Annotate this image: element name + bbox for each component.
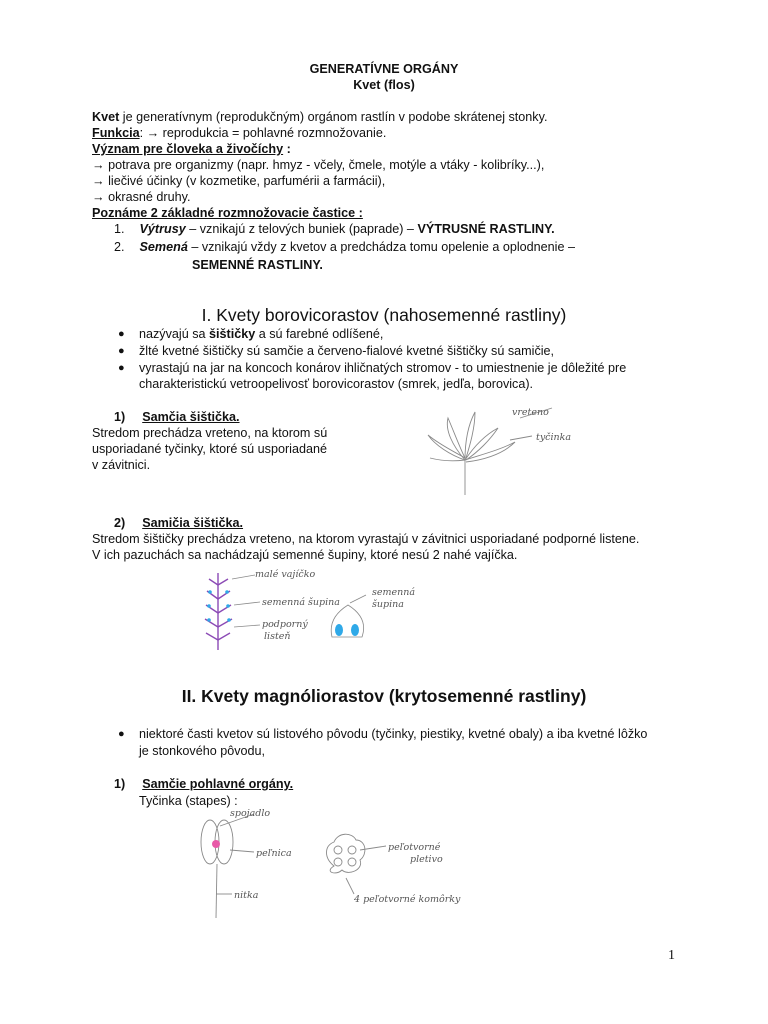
- sketch-label: malé vajíčko: [255, 569, 316, 580]
- sketch-label: peľnica: [256, 848, 292, 859]
- section1-bullet-2: žlté kvetné šištičky sú samčie a červeno-fialové kvetné šištičky sú samičie,: [139, 344, 555, 358]
- page-number: 1: [668, 948, 675, 963]
- sub2-title: Samičia šištička.: [142, 516, 244, 530]
- pozname-label: Poznáme 2 základné rozmnožovacie častice :: [92, 206, 363, 220]
- sketch-label: vreteno: [512, 407, 549, 418]
- sub2-num: 2): [114, 516, 126, 530]
- vyznam-colon: :: [283, 142, 291, 156]
- sketch-label: podporný: [262, 619, 308, 630]
- bullet-icon: ●: [118, 345, 125, 357]
- intro-vyznam-line: [92, 142, 291, 158]
- sub2-heading: [114, 516, 243, 532]
- intro-kvet-line: [92, 110, 547, 126]
- sub2-text-line: Stredom šištičky prechádza vreteno, na ktorom vyrastajú v závitnici usporiadané podporné listene.: [92, 532, 640, 546]
- vyznam-label: Význam pre človeka a živočíchy: [92, 142, 284, 156]
- particle-num: 2.: [114, 240, 125, 254]
- sub-title: Samčie pohlavné orgány.: [142, 777, 294, 791]
- sub1-text-line: v závitnici.: [92, 458, 151, 472]
- particle-item-1: [114, 222, 555, 238]
- particle-num: 1.: [114, 222, 125, 236]
- male-cone-sketch: [420, 400, 620, 500]
- sketch-label: tyčinka: [536, 432, 572, 443]
- bullet-icon: ●: [118, 362, 125, 374]
- kvet-definition: je generatívnym (reprodukčným) orgánom rastlín v podobe skrátenej stonky.: [119, 110, 548, 124]
- stapes-line: Tyčinka (stapes) :: [139, 794, 238, 808]
- section2-bullet-1-cont: je stonkového pôvodu,: [139, 744, 266, 758]
- particle-text: – vznikajú vždy z kvetov a predchádza tomu opelenie a oplodnenie –: [187, 240, 575, 254]
- funkcia-text: : → reprodukcia = pohlavné rozmnožovanie.: [139, 126, 387, 140]
- particle-term: Výtrusy: [139, 222, 186, 236]
- kvet-term: Kvet: [92, 110, 120, 124]
- section2-sub1-heading: [114, 777, 293, 793]
- sub1-title: Samčia šištička.: [142, 410, 240, 424]
- particle-term: Semená: [139, 240, 188, 254]
- vyznam-item: → potrava pre organizmy (napr. hmyz - včely, čmele, motýle a vtáky - kolibríky...),: [92, 158, 545, 172]
- section1-heading: I. Kvety borovicorastov (nahosemenné rastliny): [201, 305, 567, 325]
- sub-num: 1): [114, 777, 126, 791]
- sketch-label: pletivo: [410, 854, 443, 865]
- bullet-bold: šištičky: [209, 327, 256, 341]
- doc-subtitle: Kvet (flos): [353, 78, 415, 92]
- bullet-text: a sú farebné odlíšené,: [255, 327, 384, 341]
- female-cone-sketch: [200, 565, 430, 655]
- particle-item-2: [114, 240, 575, 256]
- sketch-label: 4 peľotvorné komôrky: [354, 894, 461, 905]
- section1-bullet-1: [139, 327, 383, 343]
- doc-title: GENERATÍVNE ORGÁNY: [309, 62, 459, 76]
- sketch-label: semenná: [372, 587, 416, 598]
- section1-bullet-3: vyrastajú na jar na koncoch konárov ihličnatých stromov - to umiestnenie je dôležité pre: [139, 361, 627, 375]
- semenne-rastliny: SEMENNÉ RASTLINY.: [192, 258, 323, 272]
- sub1-text-line: Stredom prechádza vreteno, na ktorom sú: [92, 426, 328, 440]
- sub1-heading: [114, 410, 240, 426]
- sub2-text-line: V ich pazuchách sa nachádzajú semenné šupiny, ktoré nesú 2 nahé vajíčka.: [92, 548, 518, 562]
- section1-bullet-3-cont: charakteristickú vetroopelivosť borovicorastov (smrek, jedľa, borovica).: [139, 377, 534, 391]
- sketch-label: šupina: [372, 599, 404, 610]
- particle-result: VÝTRUSNÉ RASTLINY.: [417, 222, 555, 236]
- sub1-text-line: usporiadané tyčinky, ktoré sú usporiadané: [92, 442, 327, 456]
- sketch-label: semenná šupina: [262, 597, 340, 608]
- bullet-icon: ●: [118, 328, 125, 340]
- vyznam-item: → liečivé účinky (v kozmetike, parfumérii a farmácii),: [92, 174, 386, 188]
- vyznam-item: → okrasné druhy.: [92, 190, 191, 204]
- sketch-label: listeň: [264, 631, 291, 642]
- section2-bullet-1: niektoré časti kvetov sú listového pôvodu (tyčinky, piestiky, kvetné obaly) a iba kvetné lôžko: [139, 727, 648, 741]
- sketch-label: spojadlo: [230, 808, 271, 819]
- sketch-label: nitka: [234, 890, 259, 901]
- particle-text: – vznikajú z telových buniek (paprade) –: [185, 222, 418, 236]
- stamen-sketch: [196, 806, 486, 921]
- bullet-icon: ●: [118, 728, 125, 740]
- sketch-label: peľotvorné: [388, 842, 441, 853]
- funkcia-label: Funkcia: [92, 126, 140, 140]
- section2-heading: II. Kvety magnóliorastov (krytosemenné rastliny): [181, 686, 587, 706]
- bullet-text: nazývajú sa: [139, 327, 210, 341]
- sub1-num: 1): [114, 410, 126, 424]
- intro-funkcia-line: [92, 126, 386, 142]
